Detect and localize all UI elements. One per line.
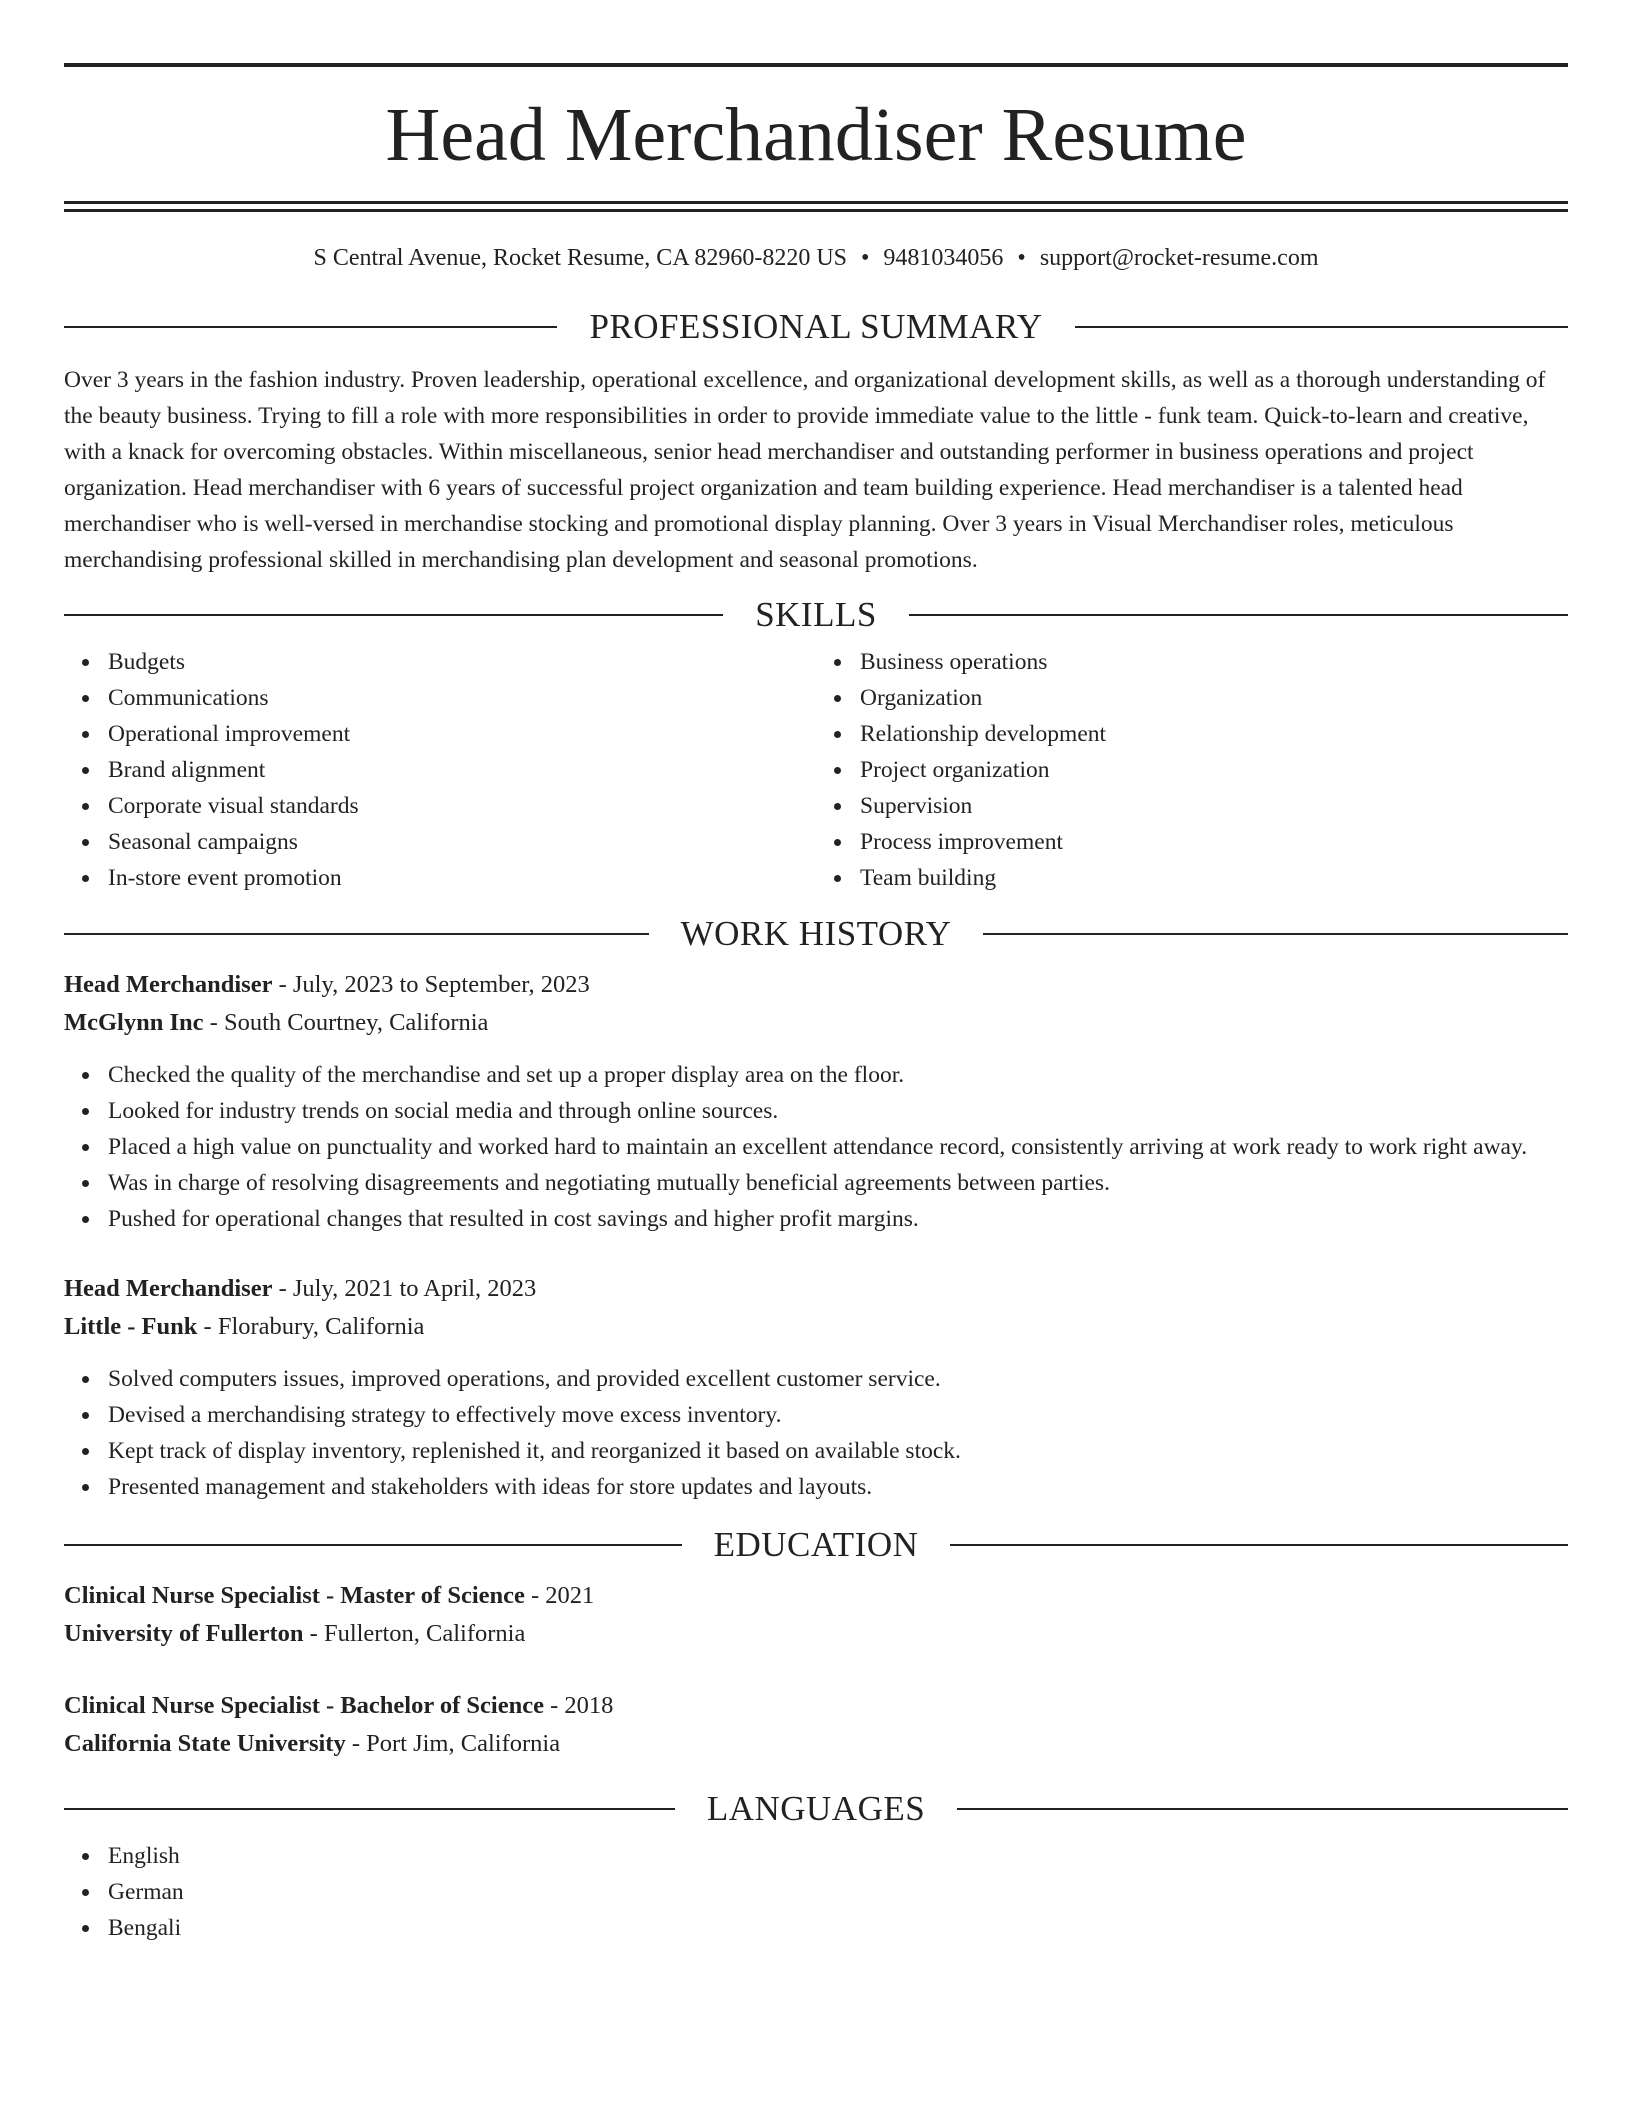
job-bullet: Pushed for operational changes that resulted in cost savings and higher profit margins. xyxy=(108,1201,1568,1237)
language-item: English xyxy=(108,1838,1568,1874)
skills-list-left xyxy=(64,644,816,896)
education-degree: Clinical Nurse Specialist - Bachelor of Science xyxy=(64,1692,544,1719)
job-company: Little - Funk xyxy=(64,1313,198,1340)
job-bullets xyxy=(64,1361,1568,1505)
job-company-line xyxy=(64,1004,1568,1042)
divider-line xyxy=(64,933,649,935)
skill-item: Relationship development xyxy=(860,716,1568,752)
divider-line xyxy=(957,1808,1568,1810)
education-school: University of Fullerton xyxy=(64,1620,304,1647)
job-bullet: Solved computers issues, improved operations, and provided excellent customer service. xyxy=(108,1361,1568,1397)
section-title-work: WORK HISTORY xyxy=(680,914,952,953)
divider-line xyxy=(64,614,723,616)
skill-item: Business operations xyxy=(860,644,1568,680)
section-header-education xyxy=(64,1527,1568,1562)
education-location: - Port Jim, California xyxy=(345,1730,561,1757)
education-degree: Clinical Nurse Specialist - Master of Science xyxy=(64,1582,525,1609)
job-company-line xyxy=(64,1308,1568,1346)
job-title-line xyxy=(64,966,1568,1004)
education-degree-line xyxy=(64,1577,1568,1615)
contact-address: S Central Avenue, Rocket Resume, CA 82960-8220 US xyxy=(313,245,847,271)
contact-email: support@rocket-resume.com xyxy=(1039,245,1319,271)
job-title: Head Merchandiser xyxy=(64,1275,273,1302)
education-school-line xyxy=(64,1725,1568,1763)
divider-line xyxy=(64,1544,682,1546)
language-item: German xyxy=(108,1874,1568,1910)
skill-item: Process improvement xyxy=(860,824,1568,860)
job-bullet: Was in charge of resolving disagreements and negotiating mutually beneficial agreements between parties. xyxy=(108,1165,1568,1201)
top-rule xyxy=(64,63,1568,67)
skill-item: Brand alignment xyxy=(108,752,816,788)
skill-item: Team building xyxy=(860,860,1568,896)
section-header-skills xyxy=(64,597,1568,632)
resume-title: Head Merchandiser Resume xyxy=(385,93,1247,177)
job-dates: - July, 2021 to April, 2023 xyxy=(272,1275,537,1302)
skill-item: In-store event promotion xyxy=(108,860,816,896)
contact-separator: • xyxy=(861,245,870,271)
education-year: - 2021 xyxy=(524,1582,595,1609)
job-bullet: Presented management and stakeholders with ideas for store updates and layouts. xyxy=(108,1469,1568,1505)
divider-line xyxy=(64,326,557,328)
divider-line xyxy=(950,1544,1568,1546)
skill-item: Corporate visual standards xyxy=(108,788,816,824)
divider-line xyxy=(1075,326,1568,328)
skill-item: Organization xyxy=(860,680,1568,716)
skills-columns xyxy=(64,644,1568,896)
section-title-summary: PROFESSIONAL SUMMARY xyxy=(589,307,1043,346)
divider-line xyxy=(909,614,1568,616)
section-title-education: EDUCATION xyxy=(713,1525,919,1564)
section-header-summary xyxy=(64,309,1568,344)
skill-item: Supervision xyxy=(860,788,1568,824)
section-header-work xyxy=(64,916,1568,951)
education-school-line xyxy=(64,1615,1568,1653)
education-degree-line xyxy=(64,1687,1568,1725)
section-title-skills: SKILLS xyxy=(755,595,877,634)
section-title-languages: LANGUAGES xyxy=(706,1789,926,1828)
job-bullets xyxy=(64,1057,1568,1237)
education-location: - Fullerton, California xyxy=(303,1620,526,1647)
job-dates: - July, 2023 to September, 2023 xyxy=(272,971,590,998)
job-bullet: Kept track of display inventory, replenished it, and reorganized it based on available stock. xyxy=(108,1433,1568,1469)
job-title-line xyxy=(64,1270,1568,1308)
education-entry xyxy=(64,1577,1568,1653)
skill-item: Project organization xyxy=(860,752,1568,788)
divider-line xyxy=(64,1808,675,1810)
language-item: Bengali xyxy=(108,1910,1568,1946)
job-entry xyxy=(64,966,1568,1237)
title-double-rule xyxy=(64,201,1568,212)
education-school: California State University xyxy=(64,1730,346,1757)
job-bullet: Devised a merchandising strategy to effectively move excess inventory. xyxy=(108,1397,1568,1433)
contact-phone: 9481034056 xyxy=(883,245,1004,271)
skill-item: Operational improvement xyxy=(108,716,816,752)
job-bullet: Looked for industry trends on social media and through online sources. xyxy=(108,1093,1568,1129)
job-location: - South Courtney, California xyxy=(203,1009,489,1036)
contact-separator: • xyxy=(1017,245,1026,271)
skills-list-right xyxy=(816,644,1568,896)
education-year: - 2018 xyxy=(543,1692,614,1719)
job-location: - Florabury, California xyxy=(197,1313,425,1340)
job-entry xyxy=(64,1270,1568,1505)
job-company: McGlynn Inc xyxy=(64,1009,204,1036)
job-title: Head Merchandiser xyxy=(64,971,273,998)
summary-text: Over 3 years in the fashion industry. Proven leadership, operational excellence, and organizational development skills, as well as a thorough understanding of the beauty business. Trying to fill a role with more responsibilities in order to provide immediate value to the little - funk team. Quick-to-learn and creative, with a knack for overcoming obstacles. Within miscellaneous, senior head merchandiser and outstanding performer in business operations and project organization. Head merchandiser with 6 years of successful project organization and team building experience. Head merchandiser is a talented head merchandiser who is well-versed in merchandise stocking and promotional display planning. Over 3 years in Visual Merchandiser roles, meticulous merchandising professional skilled in merchandising plan development and seasonal promotions. xyxy=(64,367,1546,573)
languages-list xyxy=(64,1838,1568,1946)
skill-item: Communications xyxy=(108,680,816,716)
divider-line xyxy=(983,933,1568,935)
skill-item: Seasonal campaigns xyxy=(108,824,816,860)
education-entry xyxy=(64,1687,1568,1763)
skill-item: Budgets xyxy=(108,644,816,680)
section-header-languages xyxy=(64,1791,1568,1826)
job-bullet: Checked the quality of the merchandise and set up a proper display area on the floor. xyxy=(108,1057,1568,1093)
contact-line xyxy=(64,246,1568,270)
job-bullet: Placed a high value on punctuality and worked hard to maintain an excellent attendance record, consistently arriving at work ready to work right away. xyxy=(108,1129,1568,1165)
